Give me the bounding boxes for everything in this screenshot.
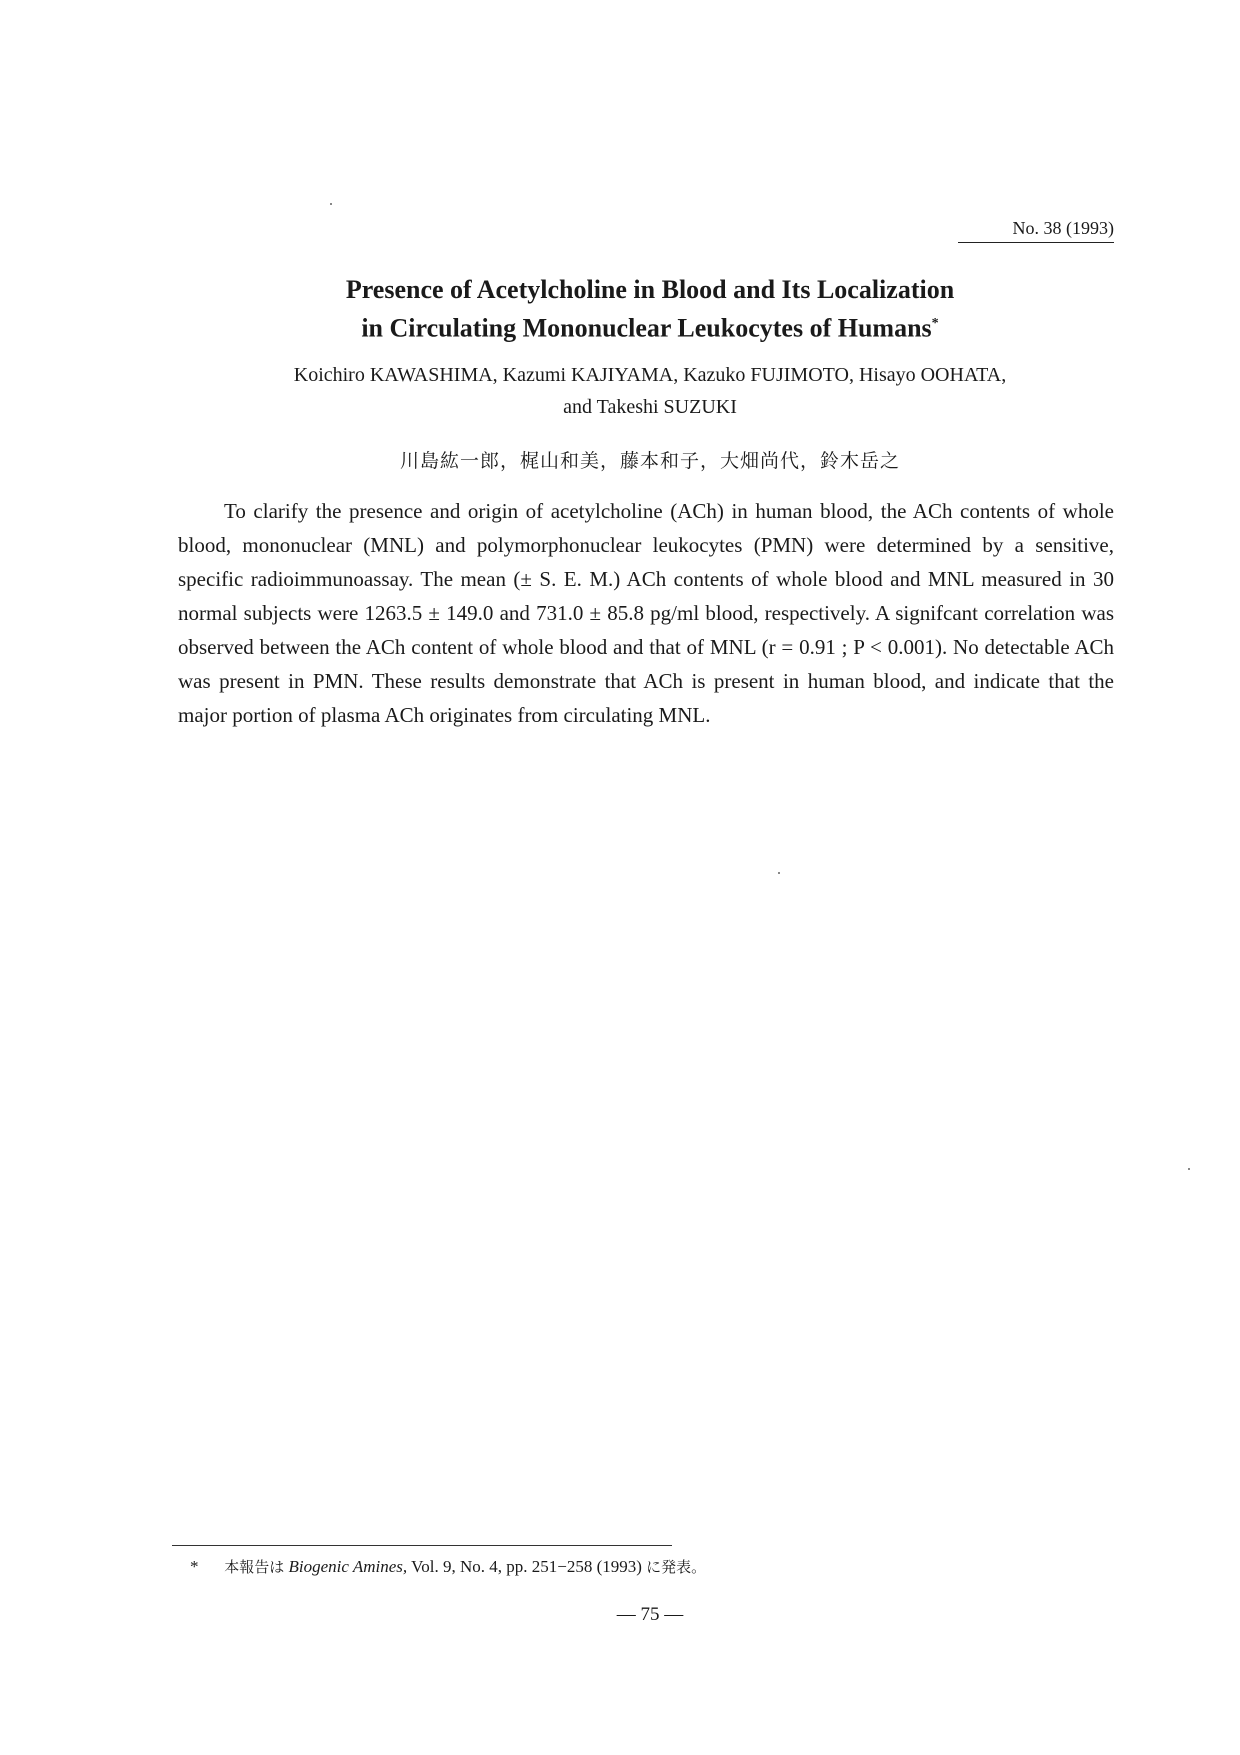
issue-number: No. 38 (1993) (958, 218, 1114, 243)
abstract-paragraph: To clarify the presence and origin of acetylcholine (ACh) in human blood, the ACh contents of whole blood, mononuclear (MNL) and polymorphonuclear leukocytes (PMN) were determined by a sensitive, specific radioimmunoassay. The mean (± S. E. M.) ACh contents of whole blood and MNL measured in 30 normal subjects were 1263.5 ± 149.0 and 731.0 ± 85.8 pg/ml blood, respectively. A signifcant correlation was observed between the ACh content of whole blood and that of MNL (r = 0.91 ; P < 0.001). No detectable ACh was present in PMN. These results demonstrate that ACh is present in human blood, and indicate that the major portion of plasma ACh originates from circulating MNL. (178, 499, 1114, 727)
author-list (200, 359, 1100, 423)
author-line-2: and Takeshi SUZUKI (563, 396, 737, 418)
title-line-2: in Circulating Mononuclear Leukocytes of Humans* (361, 313, 939, 343)
footnote-prefix: 本報告は (224, 1558, 285, 1576)
footnote-journal: Biogenic Amines, (288, 1557, 408, 1576)
title-line-1: Presence of Acetylcholine in Blood and Its Localization (345, 275, 955, 304)
footnote-citation: Vol. 9, No. 4, pp. 251−258 (1993) (411, 1557, 642, 1576)
scan-speck (330, 203, 332, 205)
page-number: — 75 — (616, 1604, 684, 1625)
scan-speck (778, 872, 780, 874)
paper-title (200, 273, 1100, 346)
scan-speck (1188, 1168, 1190, 1170)
footnote-marker: * (190, 1557, 199, 1576)
footnote-rule (172, 1545, 672, 1546)
footnote (190, 1556, 1090, 1577)
japanese-author-names: 川島紘一郎，梶山和美，藤本和子，大畑尚代，鈴木岳之 (399, 450, 900, 472)
title-footnote-marker: * (931, 316, 939, 331)
author-line-1: Koichiro KAWASHIMA, Kazumi KAJIYAMA, Kazuko FUJIMOTO, Hisayo OOHATA, (293, 364, 1007, 386)
footnote-suffix: に発表。 (646, 1558, 707, 1576)
